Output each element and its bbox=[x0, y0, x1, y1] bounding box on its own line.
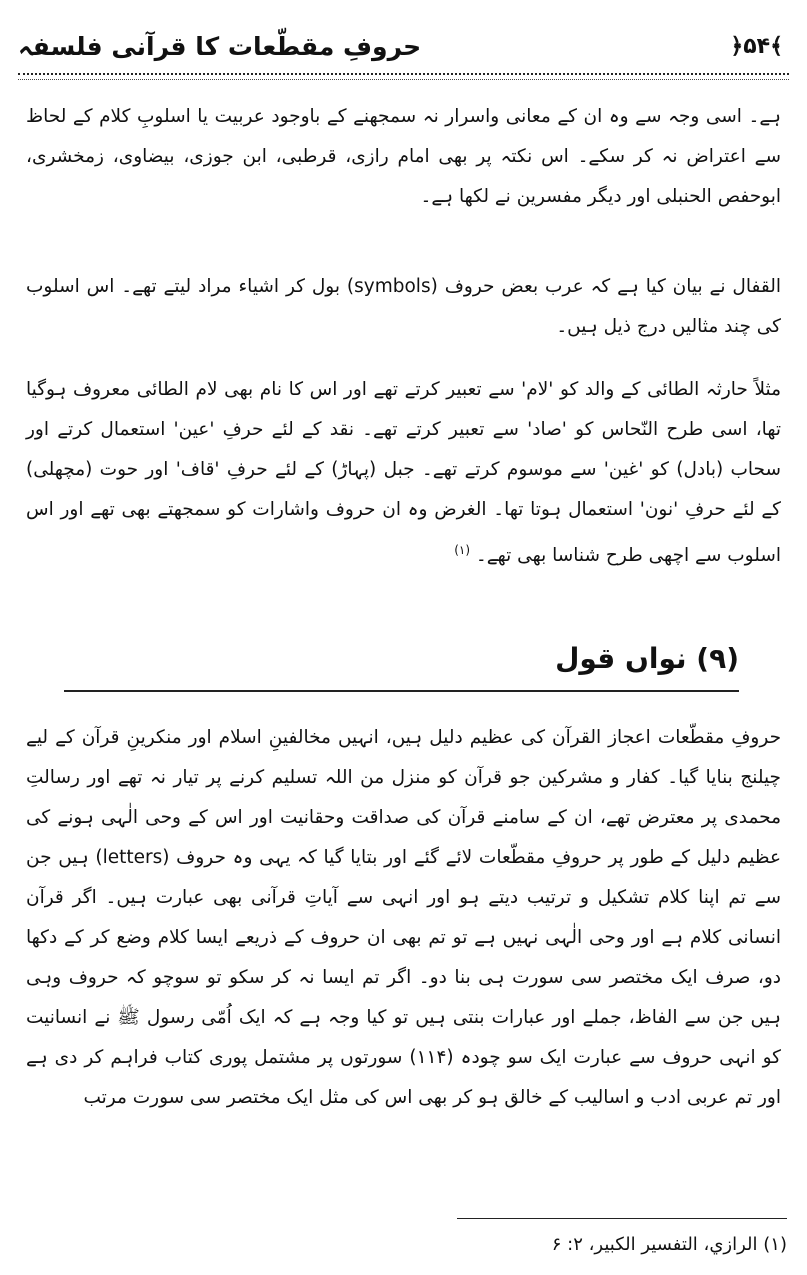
footnote-divider bbox=[457, 1218, 787, 1219]
body-paragraph bbox=[26, 370, 781, 576]
body-paragraph: القفال نے بیان کیا ہے کہ عرب بعض حروف (symbols) بول کر اشیاء مراد لیتے تھے۔ اس اسلوب کی چند مثالیں درج ذیل ہیں۔ bbox=[26, 276, 781, 337]
page-number: ﴿۵۴﴾ bbox=[730, 33, 783, 59]
footnote-marker: (۱) bbox=[454, 543, 471, 557]
running-title: حروفِ مقطّعات کا قرآنی فلسفہ bbox=[18, 31, 422, 61]
header-divider bbox=[18, 73, 789, 75]
body-paragraph: حروفِ مقطّعات اعجاز القرآن کی عظیم دلیل ہیں، انہیں مخالفینِ اسلام اور منکرینِ قرآن کے لیے چیلنج بنایا گیا۔ کفار و مشرکین جو قرآن کو منزل من اللہ تسلیم کرنے پر تیار نہ تھے اور رسالتِ محمدی پر معترض تھے، ان کے سامنے قرآن کی صداقت وحقانیت اور اس کے وحی الٰہی ہونے کی عظیم دلیل کے طور پر حروفِ مقطّعات لائے گئے اور بتایا گیا کہ یہی وہ حروف (letters) ہیں جن سے تم اپنا کلام تشکیل و ترتیب دیتے ہو اور انہی سے آیاتِ قرآنی بھی عبارت ہیں۔ اگر قرآن انسانی کلام ہے اور وحی الٰہی نہیں ہے تو تم بھی ان حروف کے ذریعے ایسا کلام وضع کر کے دکھا دو، صرف ایک مختصر سی سورت ہی بنا دو۔ اگر تم ایسا نہ کر سکو تو سوچو کہ حروف وہی ہیں جن سے الفاظ، جملے اور عبارات بنتی ہیں تو کیا وجہ ہے کہ ایک اُمّی رسول ﷺ نے انسانیت کو انہی حروف سے عبارت ایک سو چودہ (۱۱۴) سورتوں پر مشتمل پوری کتاب فراہم کر دی ہے اور تم عربی ادب و اسالیب کے خالق ہو کر بھی اس کی مثل ایک مختصر سی سورت مرتب bbox=[26, 727, 781, 1108]
footnote: (۱) الرازي، التفسير الكبير، ۲: ۶ bbox=[551, 1234, 787, 1255]
body-paragraph: ہے۔ اسی وجہ سے وہ ان کے معانی واسرار نہ سمجھنے کے باوجود عربیت یا اسلوبِ کلام کے لحاظ سے اعتراض نہ کر سکے۔ اس نکتہ پر بھی امام رازی، قرطبی، ابن جوزی، بیضاوی، زمخشری، ابوحفص الحنبلی اور دیگر مفسرین نے لکھا ہے۔ bbox=[26, 106, 781, 207]
paragraph-text: مثلاً حارثہ الطائی کے والد کو 'لام' سے تعبیر کرتے تھے اور اس کا نام بھی لام الطائی معروف ہوگیا تھا، اسی طرح النّحاس کو 'صاد' سے تعبیر کرتے تھے۔ نقد کے لئے حرفِ 'عین' استعمال کرتے اور سحاب (بادل) کو 'غین' سے موسوم کرتے تھے۔ جبل (پہاڑ) کے لئے حرفِ 'قاف' اور حوت (مچھلی) کے لئے حرفِ 'نون' استعمال ہوتا تھا۔ الغرض وہ ان حروف واشارات کو سمجھتے بھی تھے اور اس اسلوب سے اچھی طرح شناسا بھی تھے۔ bbox=[26, 379, 781, 567]
section-heading: (۹) نواں قول bbox=[64, 632, 739, 692]
page-header bbox=[18, 22, 783, 70]
